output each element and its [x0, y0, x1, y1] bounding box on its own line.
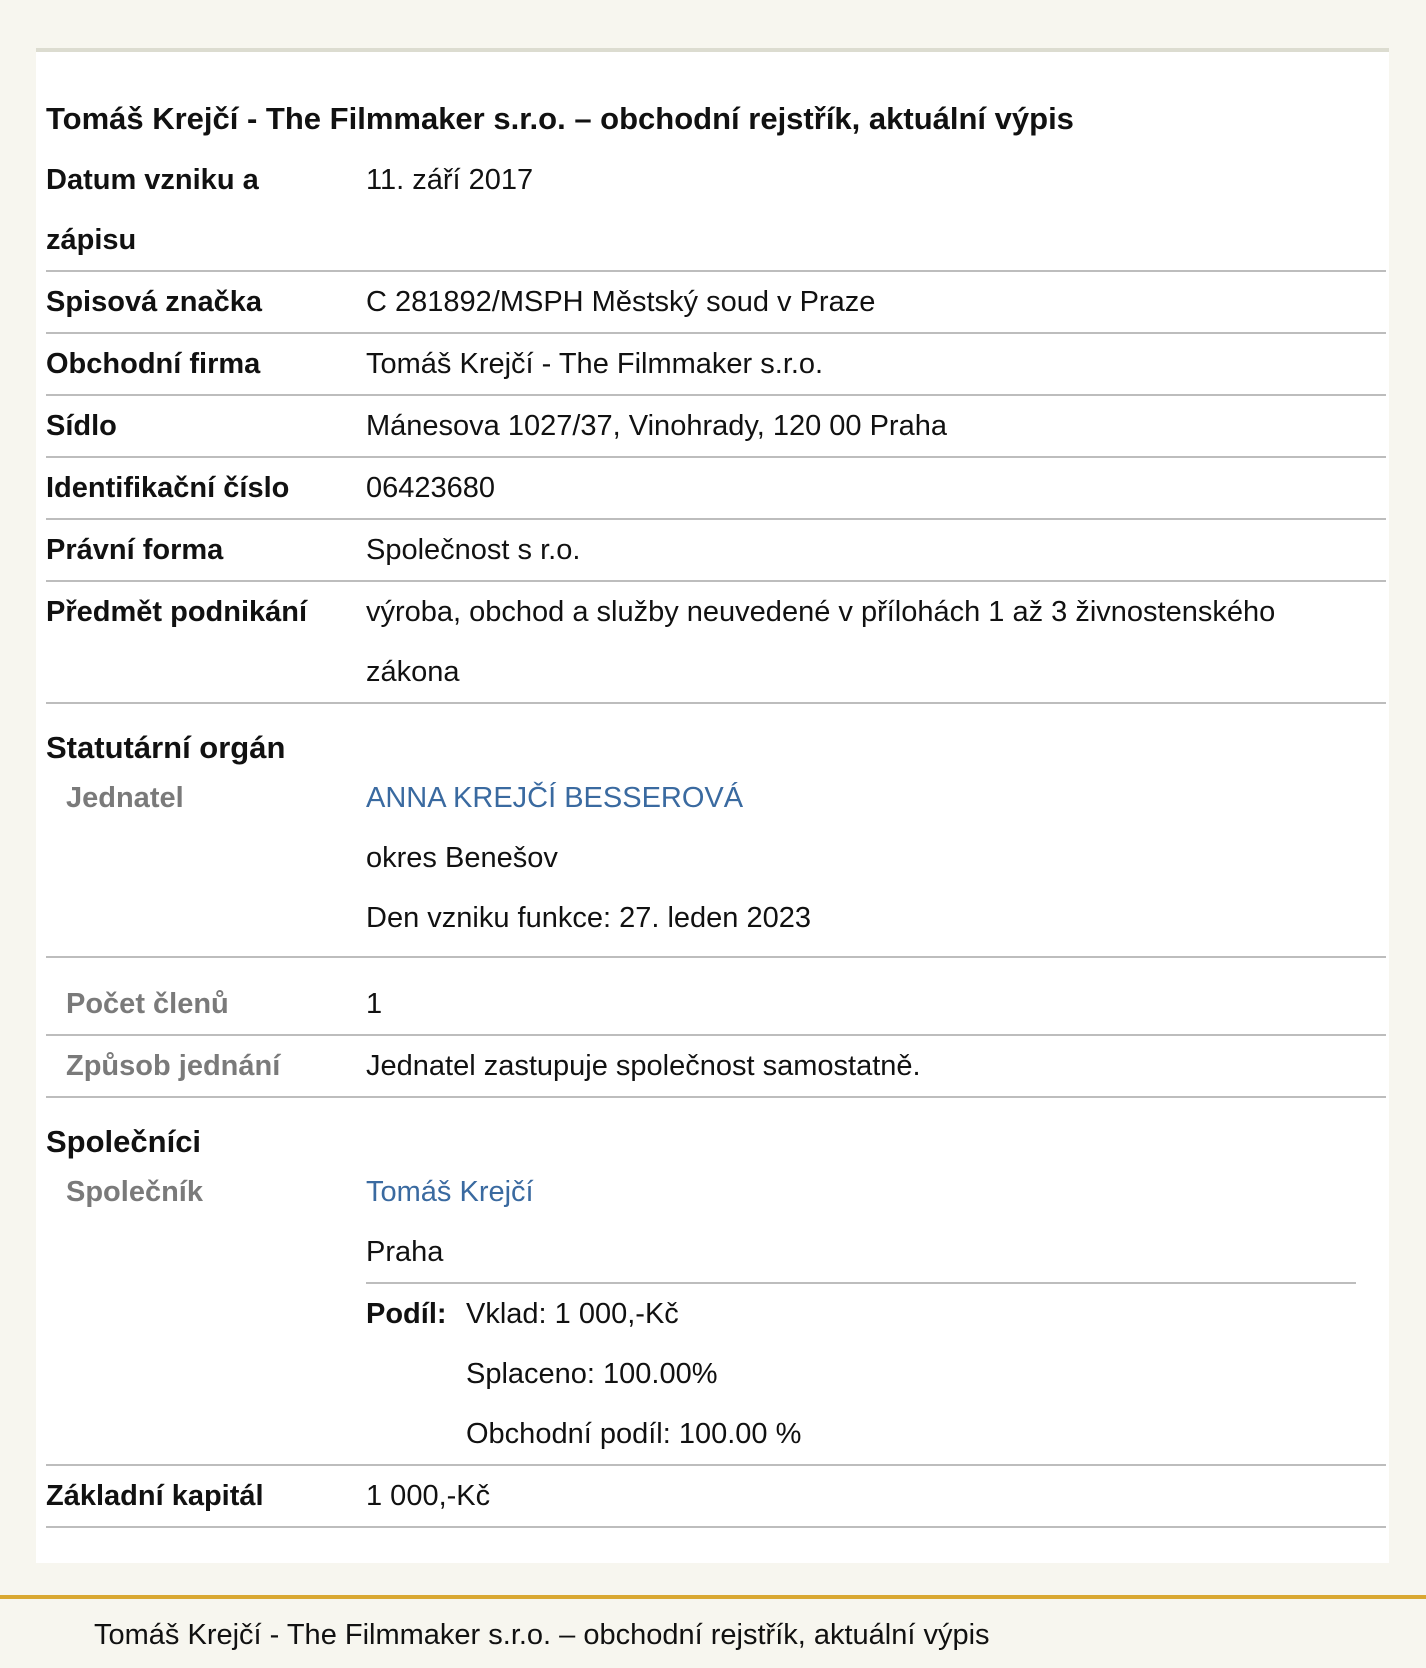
value-spolecnik: [366, 1162, 1386, 1464]
link-spolecnik-name[interactable]: Tomáš Krejčí: [366, 1176, 534, 1208]
label-zakladni-kapital: Základní kapitál: [46, 1480, 264, 1512]
row-datum-vzniku: [46, 150, 1386, 272]
value-pocet-clenu: 1: [366, 988, 383, 1020]
value-identifikacni-cislo: 06423680: [366, 472, 496, 504]
label-datum-vzniku: Datum vzniku a zápisu: [46, 164, 259, 256]
row-predmet-podnikani: [46, 582, 1386, 704]
label-spisova-znacka: Spisová značka: [46, 286, 262, 318]
row-obchodni-firma: [46, 334, 1386, 396]
label-obchodni-firma: Obchodní firma: [46, 348, 261, 380]
row-identifikacni-cislo: [46, 458, 1386, 520]
value-datum-vzniku: 11. září 2017: [366, 164, 534, 196]
link-jednatel-name[interactable]: ANNA KREJČÍ BESSEROVÁ: [366, 782, 744, 814]
label-identifikacni-cislo: Identifikační číslo: [46, 472, 290, 504]
value-spisova-znacka: C 281892/MSPH Městský soud v Praze: [366, 286, 876, 318]
label-pocet-clenu: Počet členů: [66, 988, 229, 1020]
row-sidlo: [46, 396, 1386, 458]
jednatel-vznik-funkce: Den vzniku funkce: 27. leden 2023: [366, 902, 811, 934]
value-zakladni-kapital: 1 000,-Kč: [366, 1480, 491, 1512]
row-spisova-znacka: [46, 272, 1386, 334]
label-zpusob-jednani: Způsob jednání: [66, 1050, 281, 1082]
jednatel-okres: okres Benešov: [366, 842, 558, 874]
label-predmet-podnikani: Předmět podnikání: [46, 596, 308, 628]
value-sidlo: Mánesova 1027/37, Vinohrady, 120 00 Praha: [366, 410, 947, 442]
podil-splaceno: Splaceno: 100.00%: [466, 1358, 718, 1390]
row-jednatel: [46, 768, 1386, 958]
spolecnik-mesto: Praha: [366, 1236, 444, 1268]
podil-obchodni: Obchodní podíl: 100.00 %: [466, 1418, 802, 1450]
register-card: [36, 48, 1389, 1563]
label-podil: Podíl:: [366, 1298, 447, 1330]
section-statutarni-organ: Statutární orgán: [46, 730, 286, 765]
value-pravni-forma: Společnost s r.o.: [366, 534, 581, 566]
row-zakladni-kapital: [46, 1466, 1386, 1528]
label-pravni-forma: Právní forma: [46, 534, 224, 566]
podil-vklad: Vklad: 1 000,-Kč: [466, 1298, 679, 1330]
label-spolecnik: Společník: [66, 1176, 203, 1208]
value-zpusob-jednani: Jednatel zastupuje společnost samostatně.: [366, 1050, 921, 1082]
page-footer: [0, 1595, 1426, 1668]
label-jednatel: Jednatel: [66, 782, 184, 814]
value-predmet-podnikani: výroba, obchod a služby neuvedené v přílohách 1 až 3 živnostenského zákona: [366, 596, 1276, 688]
row-pocet-clenu: [46, 958, 1386, 1036]
spolecnik-podil: [366, 1284, 1386, 1464]
label-sidlo: Sídlo: [46, 410, 117, 442]
section-spolecnici: Společníci: [46, 1124, 202, 1159]
row-zpusob-jednani: [46, 1036, 1386, 1098]
footer-title: Tomáš Krejčí - The Filmmaker s.r.o. – obchodní rejstřík, aktuální výpis: [94, 1619, 990, 1651]
page-title: Tomáš Krejčí - The Filmmaker s.r.o. – obchodní rejstřík, aktuální výpis: [46, 101, 1074, 136]
row-spolecnik: [46, 1162, 1386, 1466]
row-pravni-forma: [46, 520, 1386, 582]
value-jednatel: [366, 768, 1386, 956]
register-content: [46, 52, 1386, 1528]
value-obchodni-firma: Tomáš Krejčí - The Filmmaker s.r.o.: [366, 348, 824, 380]
podil-values: [466, 1284, 801, 1464]
